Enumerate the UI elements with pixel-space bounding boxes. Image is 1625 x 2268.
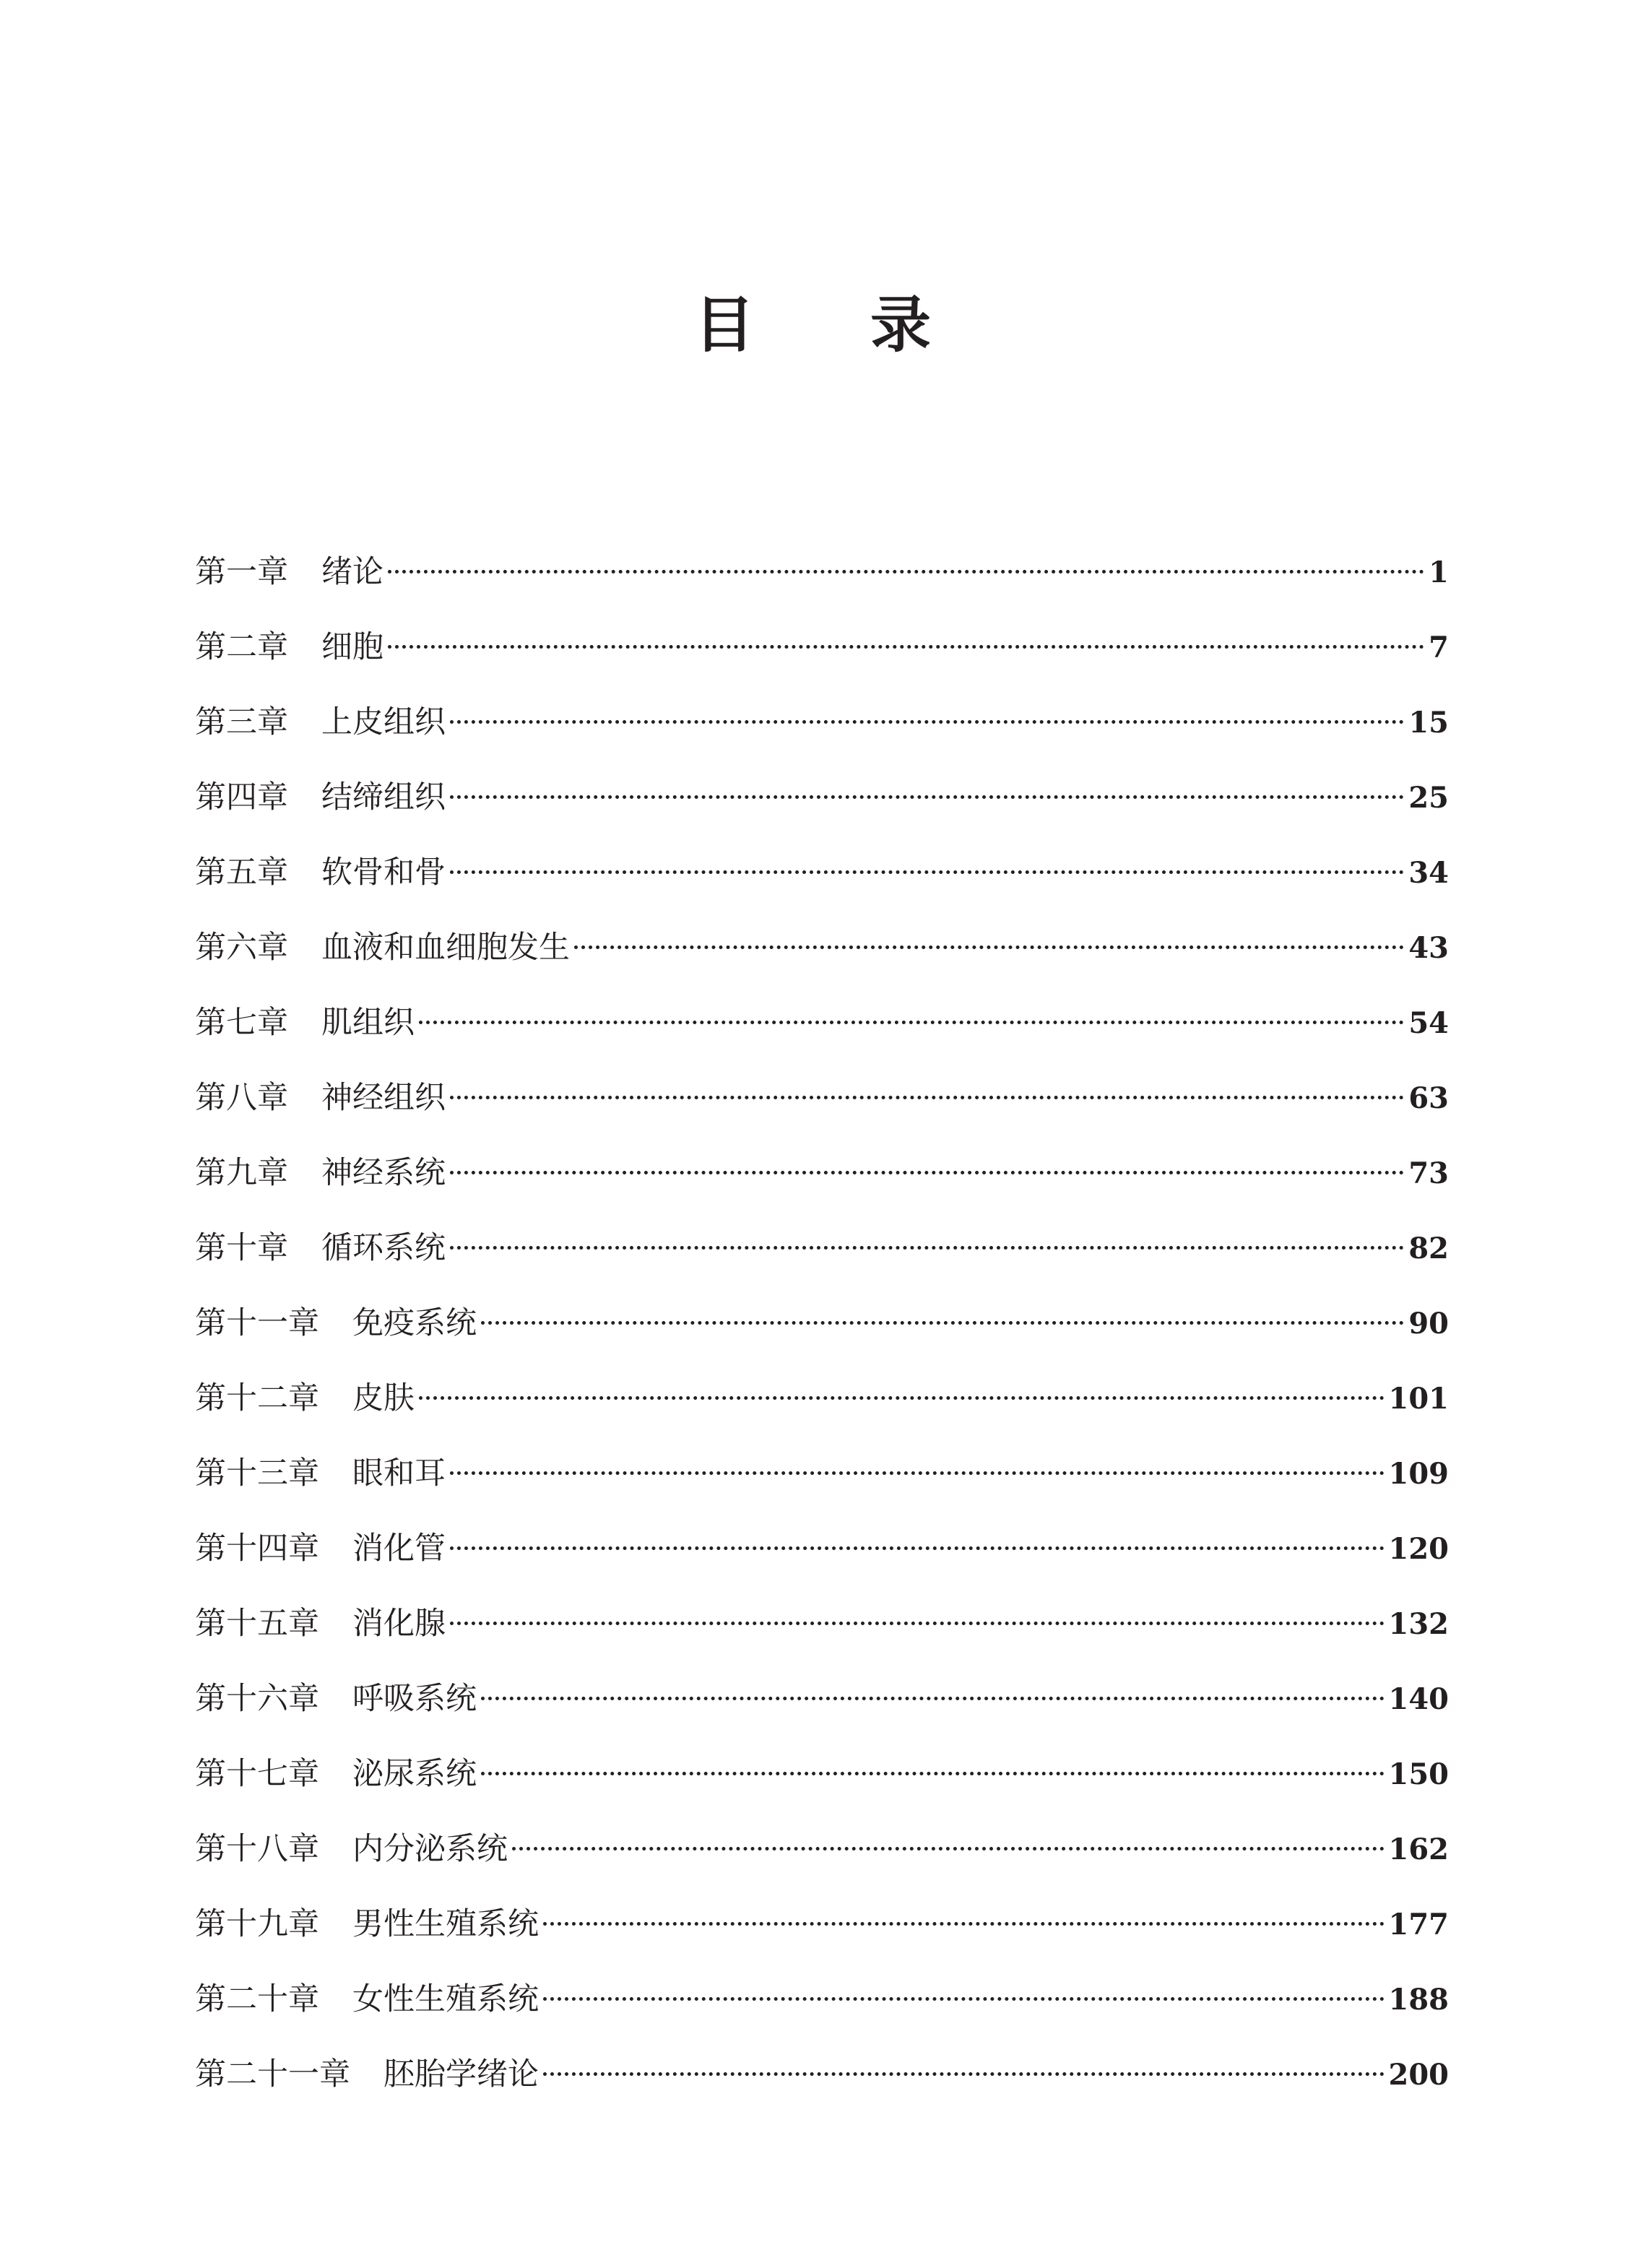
toc-page-number: 54 — [1408, 1006, 1449, 1040]
toc-chapter-title: 消化管 — [352, 1531, 446, 1567]
toc-chapter-number: 第十章 — [195, 1230, 288, 1266]
toc-chapter-title: 血液和血细胞发生 — [321, 930, 570, 966]
title-char-1: 目 — [693, 290, 755, 360]
dot-leader — [450, 1090, 1404, 1099]
toc-entry[interactable] — [195, 1745, 1449, 1820]
toc-page-number: 82 — [1408, 1232, 1449, 1265]
toc-chapter-number: 第十五章 — [195, 1606, 319, 1642]
toc-chapter-title: 神经系统 — [321, 1155, 446, 1191]
toc-entry[interactable] — [195, 693, 1449, 769]
dot-leader — [419, 1390, 1384, 1400]
dot-leader — [388, 639, 1424, 649]
toc-chapter-title: 男性生殖系统 — [352, 1906, 539, 1942]
toc-chapter-number: 第十八章 — [195, 1831, 319, 1867]
toc-page-number: 177 — [1388, 1908, 1449, 1942]
toc-entry[interactable] — [195, 1144, 1449, 1219]
toc-entry[interactable] — [195, 1445, 1449, 1520]
toc-page-number: 162 — [1388, 1832, 1449, 1866]
toc-chapter-title: 肌组织 — [321, 1005, 415, 1041]
toc-entry[interactable] — [195, 769, 1449, 844]
toc-entry[interactable] — [195, 919, 1449, 994]
dot-leader — [543, 1991, 1384, 2001]
toc-chapter-title: 眼和耳 — [352, 1455, 446, 1492]
toc-chapter-title: 女性生殖系统 — [352, 1981, 539, 2017]
toc-chapter-number: 第三章 — [195, 704, 288, 740]
toc-chapter-number: 第八章 — [195, 1080, 288, 1116]
toc-chapter-title: 皮肤 — [352, 1380, 415, 1416]
toc-page-number: 101 — [1388, 1382, 1449, 1416]
toc-page-number: 34 — [1408, 856, 1449, 890]
toc-page-number: 7 — [1429, 631, 1449, 665]
toc-chapter-number: 第二十章 — [195, 1981, 319, 2017]
toc-entry[interactable] — [195, 1895, 1449, 1970]
dot-leader — [512, 1841, 1384, 1851]
page-title — [0, 289, 1625, 361]
toc-chapter-number: 第十四章 — [195, 1531, 319, 1567]
toc-chapter-number: 第十六章 — [195, 1681, 319, 1717]
toc-chapter-title: 免疫系统 — [352, 1305, 477, 1341]
dot-leader — [481, 1691, 1384, 1700]
toc-page-number: 150 — [1388, 1757, 1449, 1791]
dot-leader — [419, 1015, 1404, 1024]
dot-leader — [543, 1916, 1384, 1926]
toc-entry[interactable] — [195, 2046, 1449, 2121]
table-of-contents — [195, 543, 1449, 2121]
toc-chapter-title: 结缔组织 — [321, 779, 446, 815]
dot-leader — [481, 1766, 1384, 1775]
title-char-2: 录 — [870, 290, 932, 360]
toc-page-number: 15 — [1408, 706, 1449, 740]
toc-entry[interactable] — [195, 844, 1449, 919]
toc-chapter-number: 第十九章 — [195, 1906, 319, 1942]
toc-chapter-number: 第十七章 — [195, 1756, 319, 1792]
toc-entry[interactable] — [195, 543, 1449, 618]
toc-chapter-number: 第五章 — [195, 854, 288, 891]
dot-leader — [450, 1240, 1404, 1250]
toc-chapter-number: 第十一章 — [195, 1305, 319, 1341]
dot-leader — [543, 2066, 1384, 2076]
toc-entry[interactable] — [195, 618, 1449, 693]
toc-page-number: 200 — [1388, 2058, 1449, 2092]
toc-chapter-title: 细胞 — [321, 629, 384, 665]
toc-chapter-title: 消化腺 — [352, 1606, 446, 1642]
toc-entry[interactable] — [195, 1670, 1449, 1745]
toc-page-number: 132 — [1388, 1607, 1449, 1641]
dot-leader — [450, 1541, 1384, 1550]
toc-entry[interactable] — [195, 1820, 1449, 1895]
toc-chapter-number: 第一章 — [195, 554, 288, 590]
dot-leader — [574, 940, 1404, 949]
toc-entry[interactable] — [195, 1520, 1449, 1595]
toc-entry[interactable] — [195, 1970, 1449, 2046]
toc-page-number: 25 — [1408, 781, 1449, 815]
toc-chapter-number: 第十二章 — [195, 1380, 319, 1416]
toc-chapter-title: 神经组织 — [321, 1080, 446, 1116]
toc-chapter-title: 胚胎学绪论 — [384, 2056, 539, 2092]
dot-leader — [450, 1616, 1384, 1625]
toc-chapter-title: 上皮组织 — [321, 704, 446, 740]
toc-entry[interactable] — [195, 1294, 1449, 1369]
dot-leader — [450, 865, 1404, 874]
toc-page-number: 90 — [1408, 1307, 1449, 1341]
toc-chapter-title: 软骨和骨 — [321, 854, 446, 891]
toc-chapter-number: 第二章 — [195, 629, 288, 665]
toc-page-number: 43 — [1408, 931, 1449, 965]
dot-leader — [450, 789, 1404, 799]
toc-chapter-title: 绪论 — [321, 554, 384, 590]
toc-chapter-title: 泌尿系统 — [352, 1756, 477, 1792]
toc-entry[interactable] — [195, 1595, 1449, 1670]
toc-chapter-title: 内分泌系统 — [352, 1831, 508, 1867]
toc-page-number: 188 — [1388, 1983, 1449, 2017]
toc-page-number: 120 — [1388, 1532, 1449, 1566]
toc-entry[interactable] — [195, 1219, 1449, 1294]
toc-chapter-title: 呼吸系统 — [352, 1681, 477, 1717]
dot-leader — [450, 1165, 1404, 1174]
dot-leader — [450, 1466, 1384, 1475]
dot-leader — [388, 564, 1424, 574]
toc-page-number: 73 — [1408, 1156, 1449, 1190]
dot-leader — [481, 1315, 1404, 1325]
toc-page-number: 109 — [1388, 1457, 1449, 1491]
toc-chapter-number: 第九章 — [195, 1155, 288, 1191]
dot-leader — [450, 714, 1404, 724]
toc-page-number: 140 — [1388, 1682, 1449, 1716]
toc-chapter-number: 第二十一章 — [195, 2056, 350, 2092]
toc-page-number: 1 — [1429, 555, 1449, 589]
toc-entry[interactable] — [195, 1369, 1449, 1445]
toc-chapter-title: 循环系统 — [321, 1230, 446, 1266]
toc-chapter-number: 第七章 — [195, 1005, 288, 1041]
toc-entry[interactable] — [195, 1069, 1449, 1144]
toc-chapter-number: 第六章 — [195, 930, 288, 966]
toc-chapter-number: 第四章 — [195, 779, 288, 815]
toc-page-number: 63 — [1408, 1081, 1449, 1115]
toc-entry[interactable] — [195, 994, 1449, 1069]
toc-chapter-number: 第十三章 — [195, 1455, 319, 1492]
